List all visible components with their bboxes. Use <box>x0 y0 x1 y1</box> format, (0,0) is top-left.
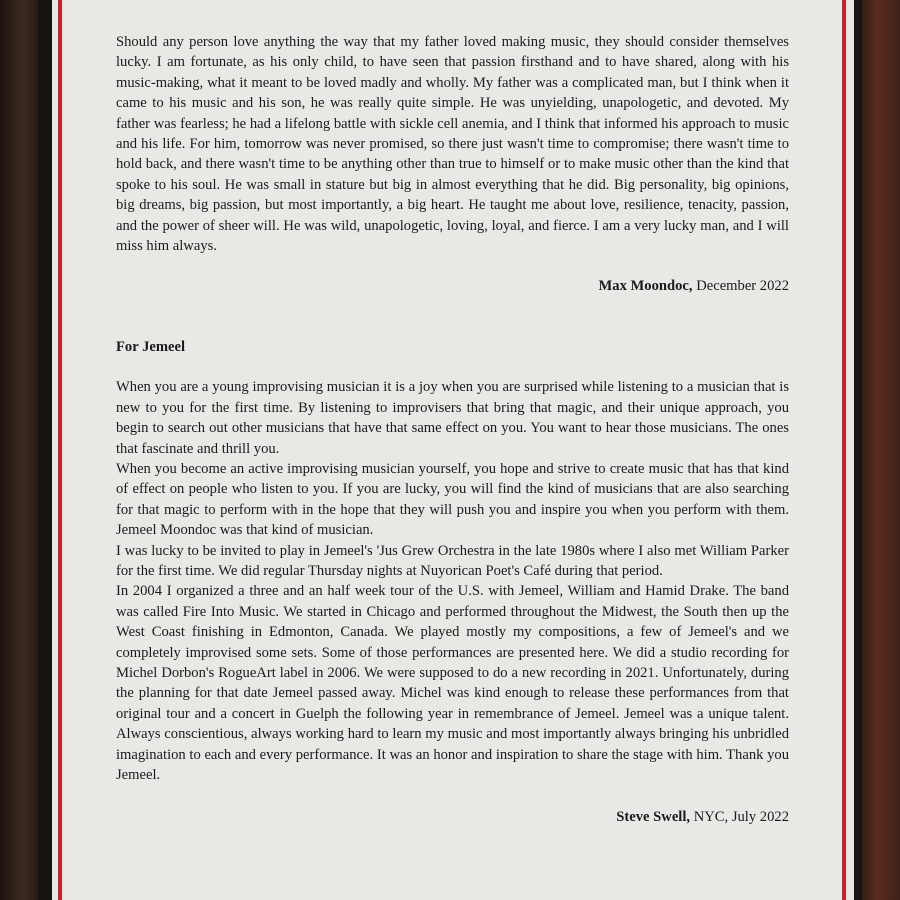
booklet-page <box>52 0 854 900</box>
background-left <box>0 0 40 900</box>
tribute-paragraph: Should any person love anything the way that my father loved making music, they should consider themselves lucky. I am fortunate, as his only child, to have seen that passion firsthand and to have shared, along with his music-making, what it meant to be loved madly and wholly. My father was a complicated man, but I think when it came to his music and his son, he was really quite simple. He was unyielding, unapologetic, and devoted. My father was fearless; he had a lifelong battle with sickle cell anemia, and I think that informed his approach to music and his life. For him, tomorrow was never promised, so there just wasn't time to compromise; there wasn't time to hold back, and there wasn't time to be anything other than true to himself or to make music other than the kind that spoke to his soul. He was small in stature but big in almost everything that he did. Big personality, big opinions, big dreams, big passion, but most importantly, a big heart. He taught me about love, resilience, tenacity, passion, and the power of sheer will. He was wild, unapologetic, loving, loyal, and fierce. I am a very lucky man, and I will miss him always. <box>116 34 789 255</box>
jemeel-paragraph-1: When you are a young improvising musician it is a joy when you are surprised while listening to a musician that is new to you for the first time. By listening to improvisers that bring that magic, and their unique approach, you begin to search out other musicians that have that same effect on you. You want to hear those musicians. The ones that fascinate and thrill you. <box>116 379 789 457</box>
red-border-left <box>58 0 62 900</box>
jemeel-paragraph-2: When you become an active improvising musician yourself, you hope and strive to create music that has that kind of effect on people who listen to you. If you are lucky, you will find the kind of musicians that are also searching for that magic to perform with in the hope that they will push you and inspire you when you perform with them. Jemeel Moondoc was that kind of musician. <box>116 460 789 539</box>
red-border-right <box>842 0 846 900</box>
page-content <box>116 32 789 828</box>
signature-date: December 2022 <box>692 278 789 295</box>
signature-date-2: NYC, July 2022 <box>690 809 789 826</box>
signature-max-moondoc <box>116 276 789 296</box>
background-right <box>858 0 900 900</box>
signature-name: Max Moondoc, <box>598 278 693 295</box>
jemeel-paragraph-3: I was lucky to be invited to play in Jemeel's 'Jus Grew Orchestra in the late 1980s where I also met William Parker for the first time. We did regular Thursday nights at Nuyorican Poet's Café during that period. <box>116 542 789 579</box>
signature-name-2: Steve Swell, <box>616 809 691 826</box>
section-heading: For Jemeel <box>116 338 186 355</box>
signature-steve-swell <box>116 807 789 827</box>
jemeel-paragraph-4: In 2004 I organized a three and an half week tour of the U.S. with Jemeel, William and Hamid Drake. The band was called Fire Into Music. We started in Chicago and performed throughout the Midwest, the South then up the West Coast finishing in Edmonton, Canada. We played mostly my compositions, a few of Jemeel's and we completely improvised some sets. Some of those performances are presented here. We did a studio recording for Michel Dorbon's RogueArt label in 2006. We were supposed to do a new recording in 2021. Unfortunately, during the planning for that date Jemeel passed away. Michel was kind enough to release these performances from that original tour and a concert in Guelph the following year in remembrance of Jemeel. Jemeel was a unique talent. Always conscientious, always working hard to learn my music and most importantly always bringing his unbridled imagination to each and every performance. It was an honor and inspiration to share the stage with him. Thank you Jemeel. <box>116 583 789 783</box>
